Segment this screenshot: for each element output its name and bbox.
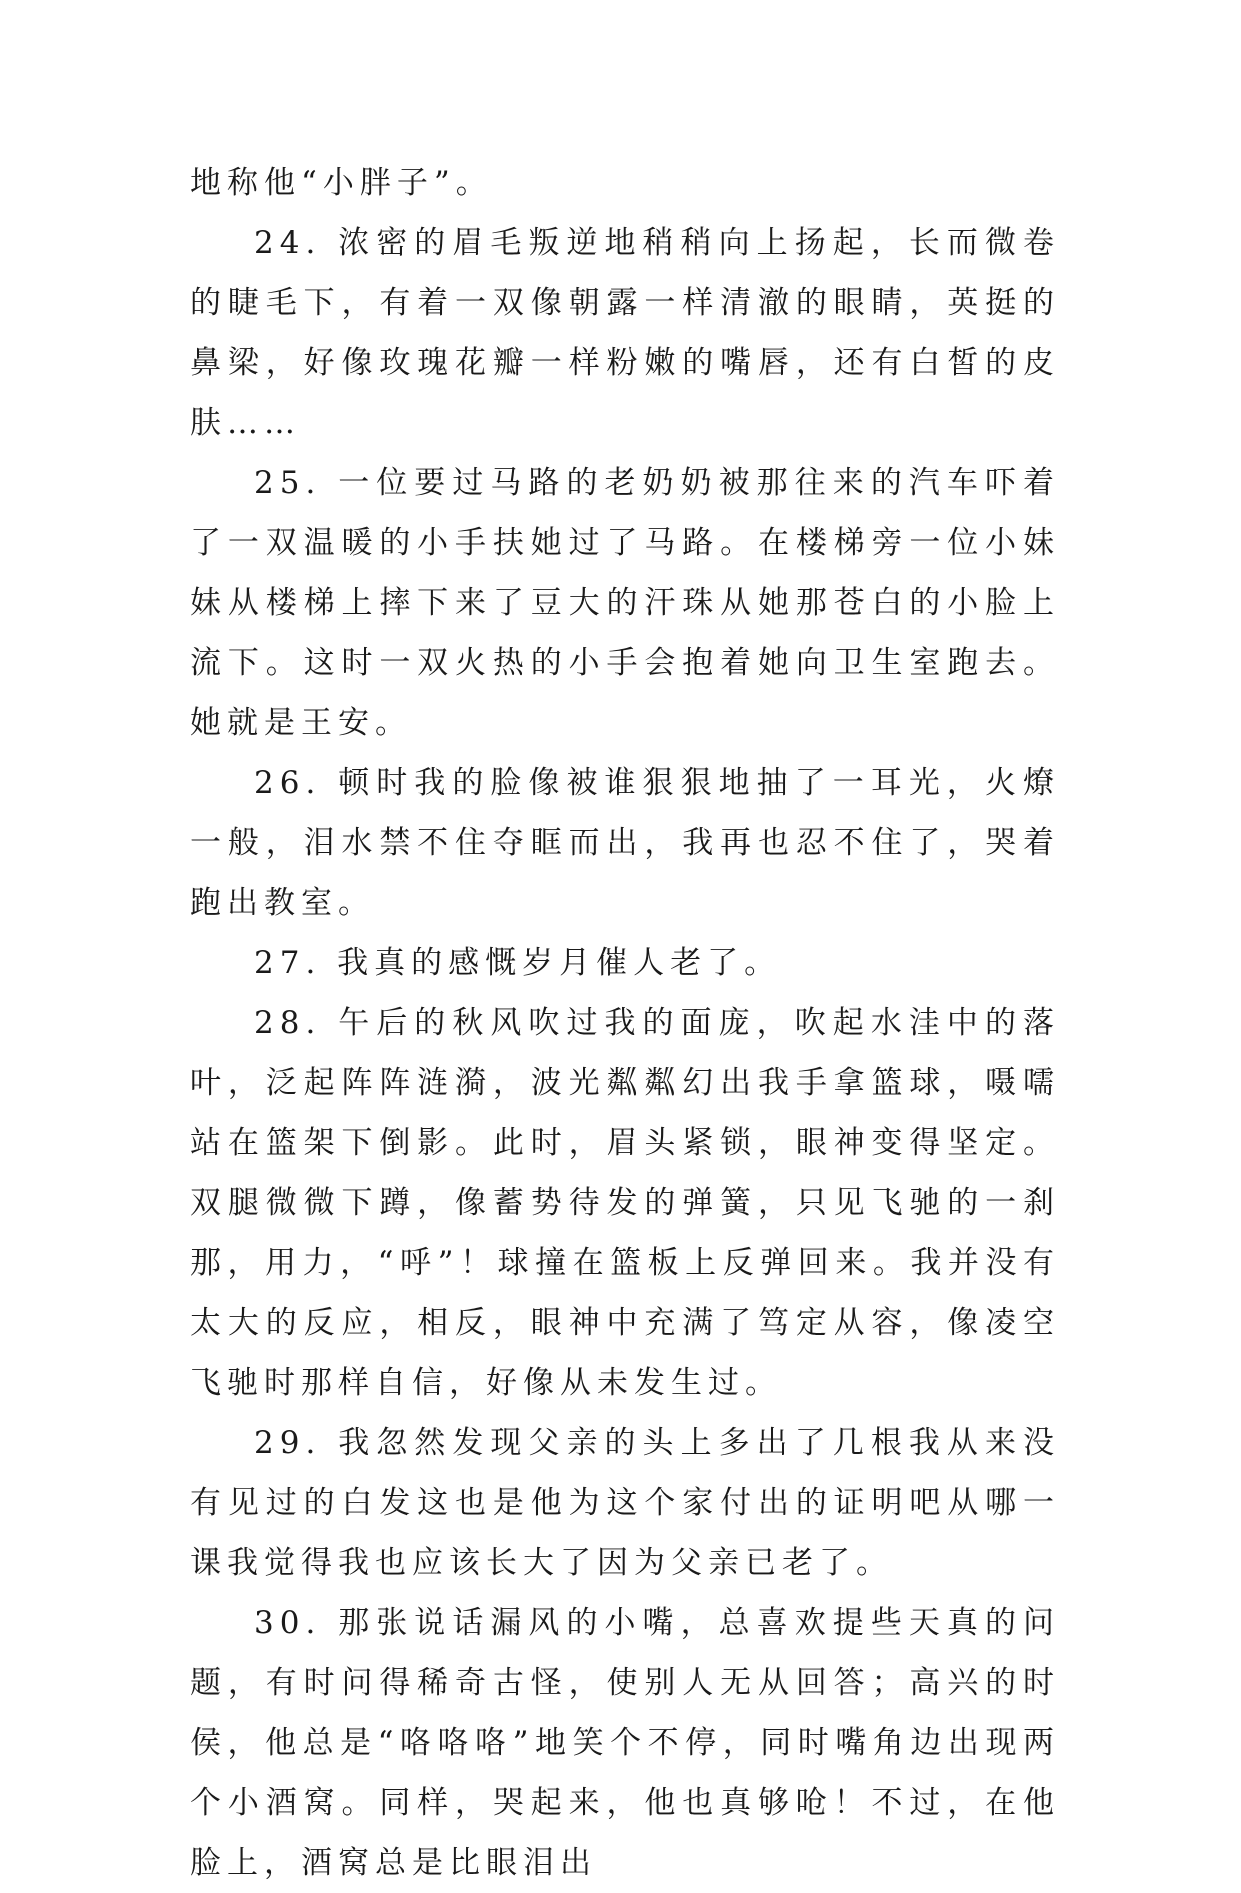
- paragraph-25: 25. 一位要过马路的老奶奶被那往来的汽车吓着了一双温暖的小手扶她过了马路。在楼梯旁一位小妹妹从楼梯上摔下来了豆大的汗珠从她那苍白的小脸上流下。这时一双火热的小手会抱着她向卫生室跑去。她就是王安。: [190, 465, 1060, 741]
- paragraph-27: 27. 我真的感慨岁月催人老了。: [254, 945, 782, 981]
- paragraph-29: 29. 我忽然发现父亲的头上多出了几根我从来没有见过的白发这也是他为这个家付出的证明吧从哪一课我觉得我也应该长大了因为父亲已老了。: [190, 1425, 1060, 1581]
- paragraph-28: 28. 午后的秋风吹过我的面庞，吹起水洼中的落叶，泛起阵阵涟漪，波光粼粼幻出我手拿篮球，嗫嚅站在篮架下倒影。此时，眉头紧锁，眼神变得坚定。双腿微微下蹲，像蓄势待发的弹簧，只见飞驰的一刹那，用力，“呼”！球撞在篮板上反弹回来。我并没有太大的反应，相反，眼神中充满了笃定从容，像凌空飞驰时那样自信，好像从未发生过。: [190, 1005, 1060, 1401]
- paragraph-continuation: 地称他“小胖子”。: [190, 165, 493, 201]
- paragraph-30: 30. 那张说话漏风的小嘴，总喜欢提些天真的问题，有时问得稀奇古怪，使别人无从回答；高兴的时侯，他总是“咯咯咯”地笑个不停，同时嘴角边出现两个小酒窝。同样，哭起来，他也真够呛！不过，在他脸上，酒窝总是比眼泪出: [190, 1605, 1060, 1881]
- paragraph-26: 26. 顿时我的脸像被谁狠狠地抽了一耳光，火燎一般，泪水禁不住夺眶而出，我再也忍不住了，哭着跑出教室。: [190, 765, 1060, 921]
- document-body: [190, 153, 1060, 1893]
- paragraph-24: 24. 浓密的眉毛叛逆地稍稍向上扬起，长而微卷的睫毛下，有着一双像朝露一样清澈的眼睛，英挺的鼻梁，好像玫瑰花瓣一样粉嫩的嘴唇，还有白皙的皮肤……: [190, 225, 1060, 441]
